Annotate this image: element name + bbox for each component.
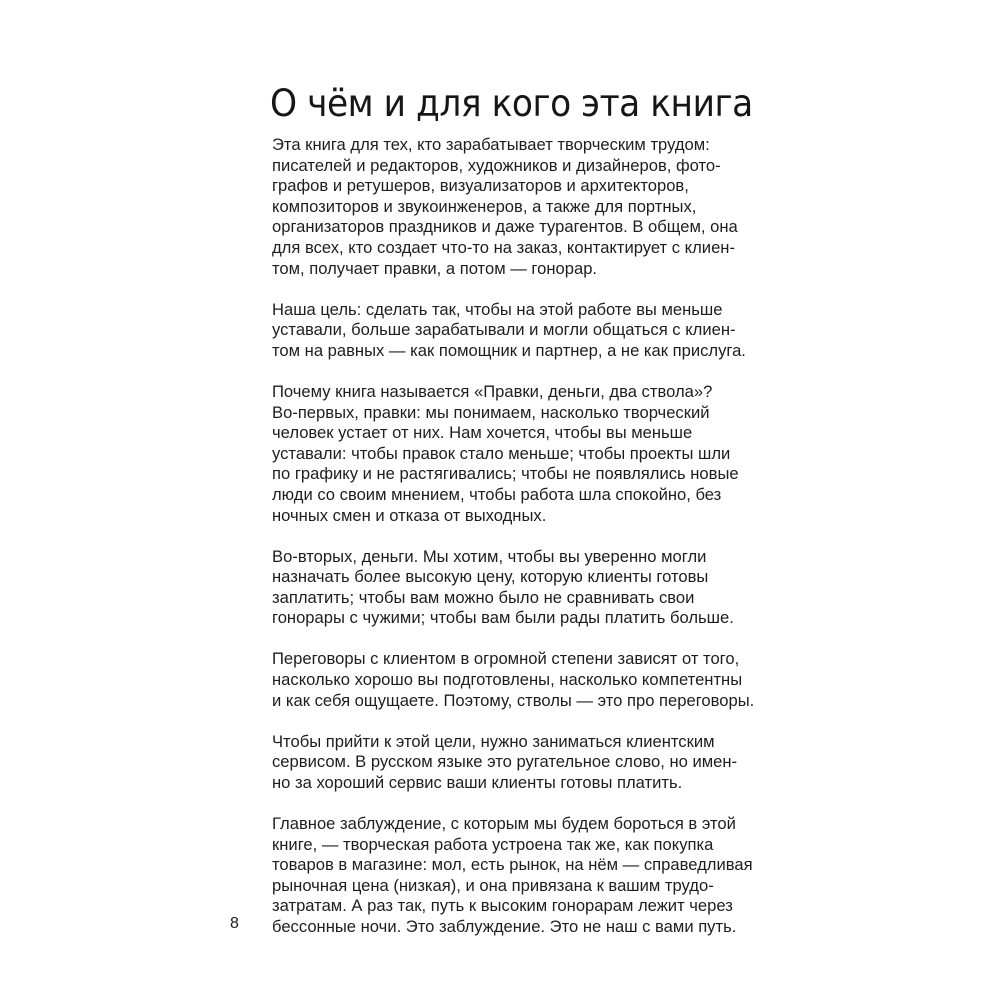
text-line: Эта книга для тех, кто зарабатывает творческим трудом: <box>272 135 710 154</box>
text-line: композиторов и звукоинженеров, а также для портных, <box>272 196 697 216</box>
text-line: ночных смен и отказа от выходных. <box>272 505 547 525</box>
page-title: О чём и для кого эта книга <box>270 82 753 125</box>
text-line: том на равных — как помощник и партнер, а не как прислуга. <box>272 340 746 360</box>
text-line: организаторов праздников и даже турагентов. В общем, она <box>272 217 738 237</box>
paragraph-audience <box>272 135 812 279</box>
text-line: и как себя ощущаете. Поэтому, стволы — это про переговоры. <box>272 690 755 710</box>
text-line: уставали: чтобы правок стало меньше; чтобы проекты шли <box>272 443 731 463</box>
text-line: назначать более высокую цену, которую клиенты готовы <box>272 567 709 587</box>
text-line: люди со своим мнением, чтобы работа шла спокойно, без <box>272 484 722 504</box>
page-number: 8 <box>230 915 239 932</box>
text-line: Чтобы прийти к этой цели, нужно заниматься клиентским <box>272 731 715 751</box>
text-line: заплатить; чтобы вам можно было не сравнивать свои <box>272 587 695 607</box>
paragraph-goal <box>272 300 812 362</box>
text-line: Во-вторых, деньги. Мы хотим, чтобы вы уверенно могли <box>272 546 707 566</box>
text-line: графов и ретушеров, визуализаторов и архитекторов, <box>272 176 689 196</box>
paragraph-title-explanation <box>272 382 812 526</box>
text-line: Наша цель: сделать так, чтобы на этой работе вы меньше <box>272 299 723 319</box>
text-line: по графику и не растягивались; чтобы не появлялись новые <box>272 464 739 484</box>
text-line: для всех, кто создает что-то на заказ, контактирует с клиен- <box>272 237 735 257</box>
paragraph-money <box>272 547 812 629</box>
text-line: рыночная цена (низкая), и она привязана к вашим трудо- <box>272 875 714 895</box>
text-line: гонорары с чужими; чтобы вам были рады платить больше. <box>272 608 734 628</box>
text-line: насколько хорошо вы подготовлены, насколько компетентны <box>272 670 743 690</box>
text-line: писателей и редакторов, художников и дизайнеров, фото- <box>272 155 721 175</box>
text-line: Почему книга называется «Правки, деньги, два ствола»? <box>272 381 713 401</box>
text-line: сервисом. В русском языке это ругательное слово, но имен- <box>272 752 738 772</box>
paragraph-negotiations <box>272 649 812 711</box>
text-line: но за хороший сервис ваши клиенты готовы платить. <box>272 772 683 792</box>
text-line: человек устает от них. Нам хочется, чтобы вы меньше <box>272 423 693 443</box>
text-line: затратам. А раз так, путь к высоким гонорарам лежит через <box>272 896 733 916</box>
text-line: том, получает правки, а потом — гонорар. <box>272 258 598 278</box>
paragraph-misconception <box>272 814 812 938</box>
text-line: уставали, больше зарабатывали и могли общаться с клиен- <box>272 320 736 340</box>
text-line: Переговоры с клиентом в огромной степени зависят от того, <box>272 649 740 669</box>
body-text <box>272 135 812 958</box>
paragraph-service <box>272 732 812 794</box>
text-line: Главное заблуждение, с которым мы будем бороться в этой <box>272 814 736 834</box>
text-line: бессонные ночи. Это заблуждение. Это не наш с вами путь. <box>272 917 737 936</box>
text-line: книге, — творческая работа устроена так же, как покупка <box>272 834 714 854</box>
text-line: Во-первых, правки: мы понимаем, насколько творческий <box>272 402 710 422</box>
text-line: товаров в магазине: мол, есть рынок, на нём — справедливая <box>272 855 753 875</box>
